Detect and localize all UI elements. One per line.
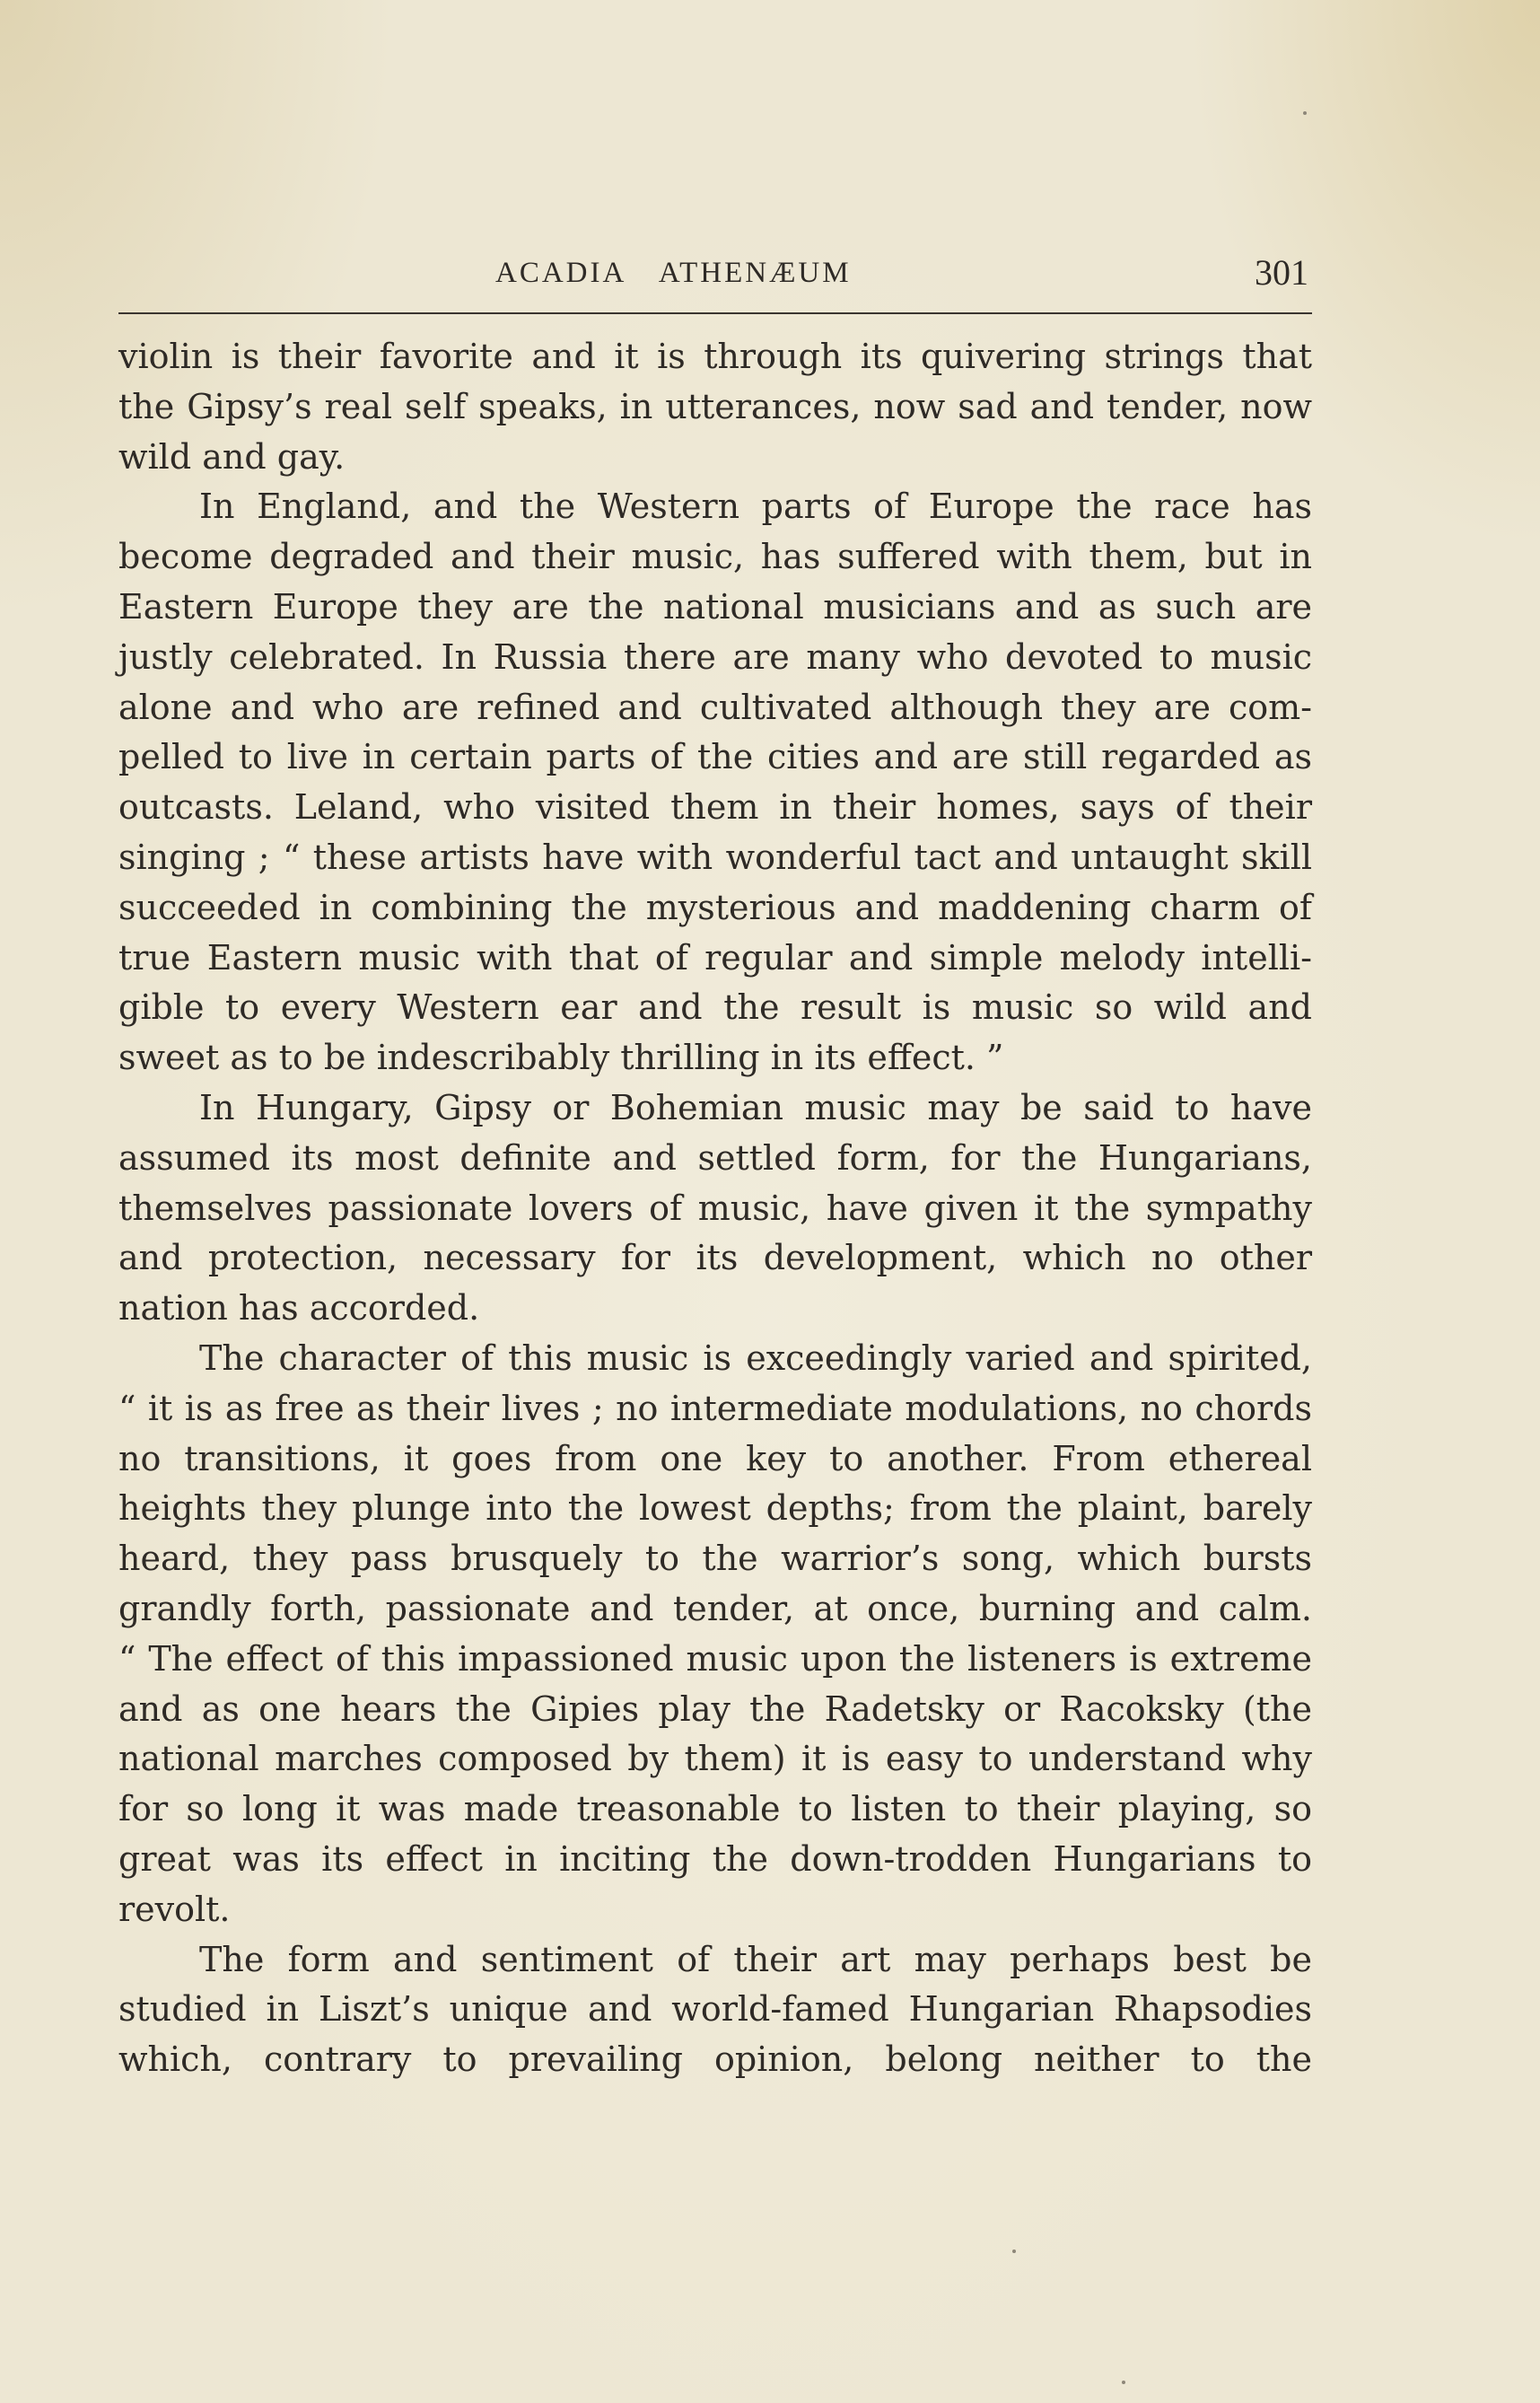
paper-speck xyxy=(1122,2381,1125,2384)
text-line: assumed its most definite and settled form, for the Hungarians, xyxy=(118,1137,1312,1178)
text-line: “ it is as free as their lives ; no intermediate modulations, no chords xyxy=(118,1388,1312,1428)
running-head xyxy=(118,242,1312,296)
header-rule xyxy=(118,312,1312,314)
text-line: and protection, necessary for its development, which no other xyxy=(118,1238,1312,1278)
text-line: The form and sentiment of their art may perhaps best be xyxy=(199,1939,1312,1979)
text-line: grandly forth, passionate and tender, at once, burning and calm. xyxy=(118,1588,1312,1628)
text-line: In England, and the Western parts of Europe the race has xyxy=(199,487,1312,527)
text-line: singing ; “ these artists have with wonderful tact and untaught skill xyxy=(118,837,1312,877)
text-line: themselves passionate lovers of music, have given it the sympathy xyxy=(118,1188,1312,1228)
text-line: and as one hears the Gipies play the Radetsky or Racoksky (the xyxy=(118,1688,1312,1729)
text-line: become degraded and their music, has suffered with them, but in xyxy=(118,537,1312,577)
text-line: heard, they pass brusquely to the warrior’s song, which bursts xyxy=(118,1539,1312,1579)
text-line: true Eastern music with that of regular and simple melody intelli- xyxy=(118,937,1312,978)
paper-speck xyxy=(1303,111,1307,115)
text-line: pelled to live in certain parts of the cities and are still regarded as xyxy=(118,737,1312,777)
text-line: heights they plunge into the lowest depths; from the plaint, barely xyxy=(118,1488,1312,1529)
body-text xyxy=(118,332,1312,2085)
text-line: violin is their favorite and it is through its quivering strings that xyxy=(118,337,1312,376)
paper-speck xyxy=(1012,2250,1016,2253)
book-page xyxy=(118,242,1312,2080)
text-line: gible to every Western ear and the result is music so wild and xyxy=(118,987,1312,1028)
text-line: revolt. xyxy=(118,1889,231,1929)
page-number: 301 xyxy=(1255,252,1308,293)
text-line: great was its effect in inciting the down-trodden Hungarians to xyxy=(118,1838,1312,1879)
text-line: Eastern Europe they are the national musicians and as such are xyxy=(118,586,1312,627)
text-line: sweet as to be indescribably thrilling in its effect. ” xyxy=(118,1038,1004,1078)
text-line: succeeded in combining the mysterious and maddening charm of xyxy=(118,887,1312,927)
text-line: outcasts. Leland, who visited them in their homes, says of their xyxy=(118,787,1312,828)
text-line: for so long it was made treasonable to listen to their playing, so xyxy=(118,1789,1312,1829)
text-line: studied in Liszt’s unique and world-famed Hungarian Rhapsodies xyxy=(118,1989,1312,2030)
text-line: The character of this music is exceedingly varied and spirited, xyxy=(199,1337,1312,1378)
text-line: which, contrary to prevailing opinion, belong neither to the xyxy=(118,2039,1312,2080)
text-line: “ The effect of this impassioned music upon the listeners is extreme xyxy=(118,1638,1312,1679)
text-line: In Hungary, Gipsy or Bohemian music may be said to have xyxy=(199,1087,1312,1127)
text-line: alone and who are refined and cultivated although they are com- xyxy=(118,687,1312,727)
running-head-title: ACADIA ATHENÆUM xyxy=(495,257,852,289)
text-line: wild and gay. xyxy=(118,436,346,477)
text-line: national marches composed by them) it is easy to understand why xyxy=(118,1739,1312,1779)
text-line: the Gipsy’s real self speaks, in utterances, now sad and tender, now xyxy=(118,386,1312,426)
text-line: nation has accorded. xyxy=(118,1288,480,1329)
text-line: justly celebrated. In Russia there are many who devoted to music xyxy=(118,636,1312,677)
text-line: no transitions, it goes from one key to another. From ethereal xyxy=(118,1438,1312,1478)
